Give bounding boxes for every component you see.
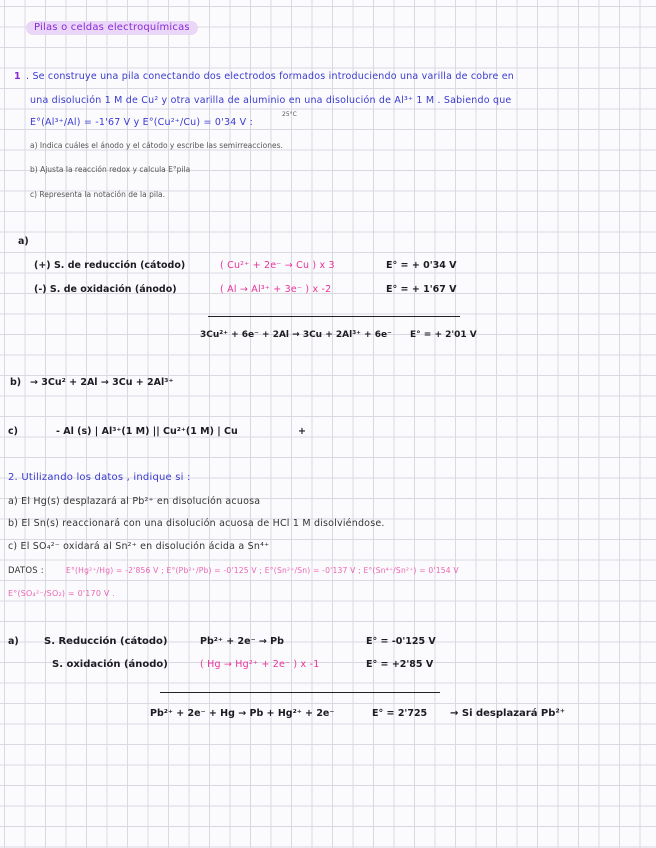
ex2-sum-equation: Pb²⁺ + 2e⁻ + Hg → Pb + Hg²⁺ + 2e⁻ xyxy=(150,708,335,719)
reduction-label: (+) S. de reducción (cátodo) xyxy=(34,260,186,271)
datos-line-1: E°(Hg²⁺/Hg) = -2'856 V ; E°(Pb²⁺/Pb) = -0'125 V ; E°(Sn²⁺/Sn) = -0'137 V ; E°(Sn⁴⁺/Sn²⁺) = 0'154 V xyxy=(66,566,459,575)
exercise-1-question-a: a) Indica cuáles el ánodo y el cátodo y escribe las semirreacciones. xyxy=(30,141,283,150)
ex2-sum-divider xyxy=(160,692,440,693)
oxidation-potential: E° = + 1'67 V xyxy=(386,284,457,295)
exercise-2-question-c: c) El SO₄²⁻ oxidará al Sn²⁺ en disolución ácida a Sn⁴⁺ xyxy=(8,541,270,552)
exercise-1-answer-c-label: c) xyxy=(8,426,18,437)
sum-equation: 3Cu²⁺ + 6e⁻ + 2Al → 3Cu + 2Al³⁺ + 6e⁻ xyxy=(200,330,392,340)
exercise-1-line1: . Se construye una pila conectando dos electrodos formados introduciendo una varilla de cobre en xyxy=(26,71,514,82)
oxidation-label: (-) S. de oxidación (ánodo) xyxy=(34,284,177,295)
exercise-1-question-c: c) Representa la notación de la pila. xyxy=(30,190,166,199)
reduction-potential: E° = + 0'34 V xyxy=(386,260,457,271)
exercise-2-question-a: a) El Hg(s) desplazará al Pb²⁺ en disolución acuosa xyxy=(8,496,261,507)
reduction-equation: ( Cu²⁺ + 2e⁻ → Cu ) x 3 xyxy=(220,260,335,271)
ex2-reduction-label: S. Reducción (cátodo) xyxy=(44,636,168,647)
oxidation-equation: ( Al → Al³⁺ + 3e⁻ ) x -2 xyxy=(220,284,332,295)
margin-note: 25°C xyxy=(282,111,297,118)
page-title: Pilas o celdas electroquímicas xyxy=(26,21,198,35)
ex2-oxidation-equation: ( Hg → Hg²⁺ + 2e⁻ ) x -1 xyxy=(200,659,320,670)
exercise-1-line3: E°(Al³⁺/Al) = -1'67 V y E°(Cu²⁺/Cu) = 0'34 V : xyxy=(30,117,253,128)
cell-notation-plus: + xyxy=(298,426,306,437)
datos-line-2: E°(SO₄²⁻/SO₂) = 0'170 V . xyxy=(8,589,116,598)
exercise-2-answer-a-label: a) xyxy=(8,636,19,647)
exercise-1-question-b: b) Ajusta la reacción redox y calcula E°pila xyxy=(30,165,191,174)
exercise-1-answer-b-label: b) xyxy=(10,377,22,388)
ex2-sum-potential: E° = 2'725 xyxy=(372,708,428,719)
exercise-1-line2: una disolución 1 M de Cu² y otra varilla de aluminio en una disolución de Al³⁺ 1 M . Sabiendo que xyxy=(30,95,512,106)
sum-divider xyxy=(208,316,460,317)
exercise-2-question-b: b) El Sn(s) reaccionará con una disolución acuosa de HCl 1 M disolviéndose. xyxy=(8,518,385,529)
datos-label: DATOS : xyxy=(8,566,44,576)
exercise-1-answer-a-label: a) xyxy=(18,236,29,247)
cell-notation: - Al (s) | Al³⁺(1 M) || Cu²⁺(1 M) | Cu xyxy=(56,426,238,437)
ex2-reduction-potential: E° = -0'125 V xyxy=(366,636,436,647)
sum-potential: E° = + 2'01 V xyxy=(410,330,477,340)
ex2-conclusion: → Si desplazará Pb²⁺ xyxy=(450,708,566,719)
ex2-oxidation-potential: E° = +2'85 V xyxy=(366,659,434,670)
ex2-reduction-equation: Pb²⁺ + 2e⁻ → Pb xyxy=(200,636,284,647)
exercise-1-answer-b: → 3Cu² + 2Al → 3Cu + 2Al³⁺ xyxy=(30,377,174,388)
exercise-1-number: 1 xyxy=(14,71,21,82)
ex2-oxidation-label: S. oxidación (ánodo) xyxy=(52,659,168,670)
exercise-2-title: 2. Utilizando los datos , indique si : xyxy=(8,472,191,483)
